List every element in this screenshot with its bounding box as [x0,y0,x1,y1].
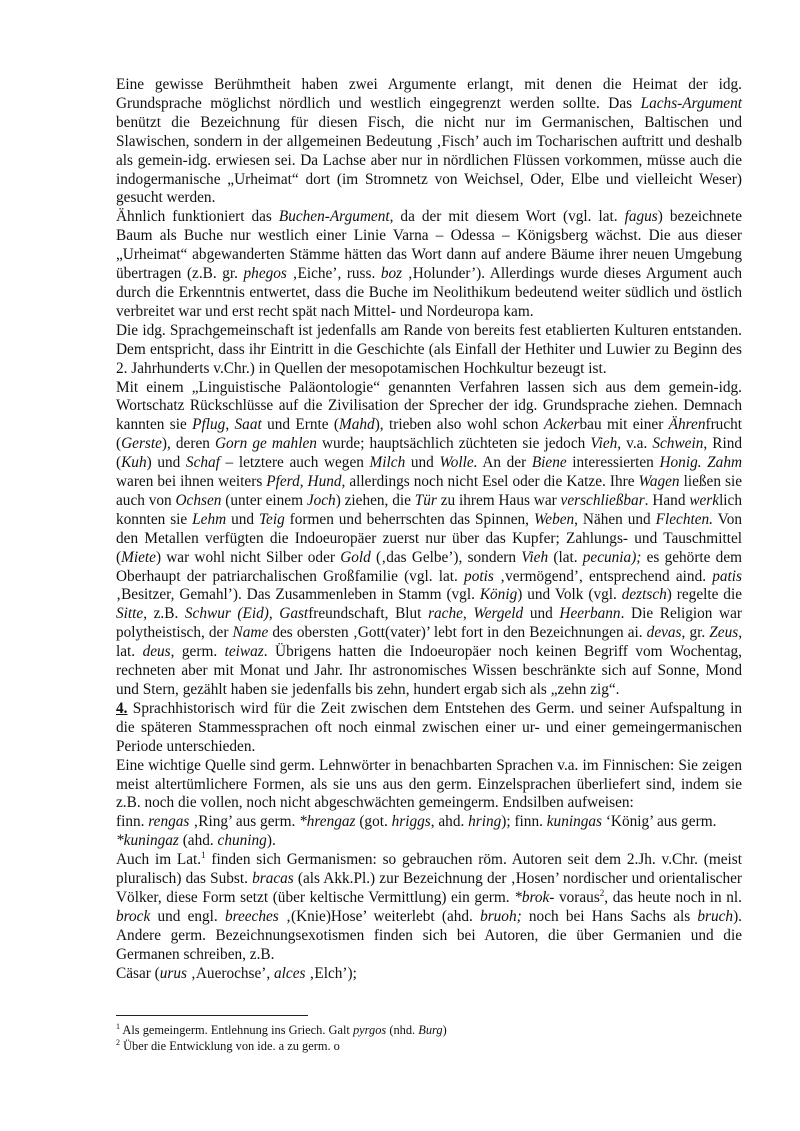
italic-term: kuningas [546,813,602,831]
text-run: ließen sie auch von [116,473,742,509]
footnote-separator [116,1015,308,1016]
italic-term: teiwaz [224,643,264,661]
italic-term: *brok- [514,888,555,906]
text-run: Ähnlich funktioniert das [116,208,279,226]
text-run: waren bei ihnen weiters [116,473,267,491]
text-run: ‚vermögend’, entsprechend aind. [493,567,713,585]
italic-term: pyrgos [352,1023,387,1037]
text-run: und engl. [150,907,225,925]
italic-term: phegos [243,265,287,283]
footnote-marker: 1 [116,1021,120,1031]
text-run: ) und [146,454,186,472]
italic-term: Kuh [121,454,147,472]
italic-term: hring [468,813,502,831]
text-run: ‘König’ aus germ. [602,813,717,831]
italic-term: *kuningaz [116,832,179,850]
italic-term: breeches [224,907,279,925]
italic-term: Vieh, [590,435,622,453]
italic-term: Lachs-Argument [640,94,742,112]
text-run: ) ziehen, die [335,491,415,509]
italic-term: brock [116,907,151,925]
text-run: ). Andere germ. Bezeichnungsexotismen finden sich bei Autoren, die über Germanien und die Germanen schreiben, z.B. [116,907,742,963]
italic-term: bruch [697,907,734,925]
italic-term: Schwur (Eid), Gast [184,605,309,623]
text-run: finn. [116,813,149,831]
italic-term: deus [142,643,171,661]
paragraph-p6 [116,757,742,814]
text-run: ) regelte die [666,586,742,604]
text-run: , germ. [170,643,225,661]
italic-term: deztsch [621,586,667,604]
italic-term: Name [232,624,269,642]
paragraph-p4 [116,379,742,700]
text-run: , das heute noch in nl. [604,888,742,906]
italic-term: chuning [217,832,267,850]
italic-term: Weben [533,510,575,528]
italic-term: Milch [369,454,406,472]
italic-term: Gorn ge mahlen [214,435,317,453]
text-run: ), trieben also wohl schon [374,416,544,434]
text-run: (unter einem [221,491,307,509]
text-run: des obersten ‚Gott(vater)’ lebt fort in den Bezeichnungen ai. [268,624,647,642]
text-run: ) war wohl nicht Silber oder [155,548,341,566]
footnote-marker: 2 [599,887,605,898]
text-run: noch bei Hans Sachs als [521,907,698,925]
italic-term: devas [646,624,682,642]
footnote-marker: 1 [201,850,206,861]
italic-term: Pferd, Hund, [266,473,346,491]
italic-term: verschließbar [560,491,645,509]
text-run: ). [266,832,276,850]
text-run: , [225,416,235,434]
text-run: voraus [554,888,600,906]
italic-term: *hrengaz [299,813,356,831]
footnote-fn1 [116,1022,742,1038]
text-run: und [523,605,560,623]
text-run: , [462,605,474,623]
text-run: ‚(Knie)Hose’ weiterlebt (ahd. [278,907,481,925]
footnotes-section [116,1015,742,1054]
text-run: Auch im Lat. [116,851,202,869]
text-run: ‚Ring’ aus germ. [189,813,300,831]
italic-term: Ochsen [175,491,222,509]
text-run: und [405,454,440,472]
text-run: , z.B. [143,605,185,623]
paragraph-p1 [116,76,742,208]
footnote-marker: 2 [116,1038,120,1048]
text-run: interessierten [566,454,660,472]
text-run: frucht ( [116,416,743,453]
italic-term: fagus [624,208,658,226]
italic-term: Flechten. [655,510,713,528]
text-run: Sprachhistorisch wird für die Zeit zwischen dem Entstehen des Germ. und seiner Aufspaltung in die späteren Stammessprachen oft noch einmal zwischen einer ur- und einer gemeingermanischen Periode unterschieden. [116,699,742,755]
text-run: ‚Auerochse’, [186,964,275,982]
italic-term: Wolle. [439,454,478,472]
text-run: (ahd. [178,832,218,850]
text-run: ), deren [161,435,215,453]
text-run: Von den Metallen verfügten die Indoeuropäer zuerst nur über das Kupfer; Zahlungs- und Tauschmittel ( [116,510,743,566]
italic-term: pecunia); [582,548,642,566]
italic-term: Sitte [116,605,144,623]
italic-term: Gerste [121,435,162,453]
text-run: , da der mit diesem Wort (vgl. lat. [389,208,625,226]
text-run: Eine wichtige Quelle sind germ. Lehnwörter in benachbarten Sprachen v.a. im Finnischen: Sie zeigen meist altertümlichere Formen, als sie uns aus den germ. Einzelsprachen überliefert sind, indem sie z.B. noch die vollen, noch nicht abgeschwächten gemeingerm. Endsilben aufweisen: [116,756,742,812]
text-run: , Rind ( [116,435,742,472]
italic-term: werk [689,491,720,509]
text-run: Cäsar ( [116,964,160,982]
text-run: (nhd. [386,1023,419,1037]
text-run: ); finn. [501,813,547,831]
italic-term: Burg [418,1023,443,1037]
italic-term: potis [464,567,494,585]
italic-term: Heerbann [559,605,621,623]
italic-term: urus [159,964,187,982]
text-run: lich konnten sie [116,491,743,528]
italic-term: Acker [543,416,580,434]
paragraph-p2 [116,208,742,321]
italic-term: boz [380,265,403,283]
italic-term: Mahd [338,416,375,434]
text-run: v.a. [621,435,653,453]
text-run: , gr. [681,624,710,642]
italic-term: Miete [121,548,156,566]
italic-term: Vieh [521,548,549,566]
text-run: finden sich Germanismen: so gebrauchen röm. Autoren seit dem 2.Jh. v.Chr. (meist pluralisch) das Subst. [116,851,743,888]
text-run: und Ernte ( [261,416,339,434]
text-run: allerdings noch nicht Esel oder die Katze. Ihre [345,473,639,491]
text-run: Eine gewisse Berühmtheit haben zwei Argumente erlangt, mit denen die Heimat der idg. Grundsprache möglichst nördlich und westlich eingegrenzt werden sollte. Das [116,76,742,112]
italic-term: bruoh; [480,907,522,925]
italic-term: rache [428,605,463,623]
italic-term: Zeus [709,624,739,642]
text-run: benützt die Bezeichnung für diesen Fisch, die nicht nur im Germanischen, Baltischen und Slawischen, sondern in der allgemeinen Bedeutung ‚Fisch’ auch im Tocharischen auftritt und deshalb als gemein-idg. erwiesen sei. Da Lachse aber nur in nördlichen Flüssen vorkommen, müsse auch die indogermanische „Urheimat“ dort (im Stromnetz von Weichsel, Oder, Elbe und vielleicht Weser) gesucht werden. [116,113,742,207]
italic-term: Biene [531,454,567,472]
text-run: formen und beherrschten das Spinnen, [284,510,534,528]
section-number: 4. [116,699,128,717]
text-run: , lat. [116,624,743,661]
italic-term: Saat [234,416,262,434]
text-run: . Die Religion war polytheistisch, der [116,605,742,642]
paragraph-p7 [116,813,742,851]
italic-term: patis [712,567,742,585]
paragraph-p8 [116,851,742,964]
text-run: , Nähen und [574,510,656,528]
text-run: ‚Holunder’). Allerdings wurde dieses Argument auch durch die Erkenntnis entwertet, dass die Buche im Neolithikum bedeutend weiter südlich und östlich verbreitet war und erst recht spät nach Mittel- und Nordeuropa kam. [116,265,742,320]
text-run: Über die Entwicklung von ide. a zu germ. o [120,1039,340,1054]
text-run: freundschaft, Blut [308,605,429,623]
italic-term: Ähren [668,416,706,434]
italic-term: Gold [340,548,371,566]
text-run: bau mit einer [579,416,669,434]
italic-term: Wergeld [473,605,524,623]
italic-term: Tür [414,491,437,509]
italic-term: König [479,586,518,604]
text-run: wurde; hauptsächlich züchteten sie jedoch [316,435,591,453]
text-run: ‚Elch’); [305,964,357,982]
italic-term: Teig [258,510,285,528]
text-run: Mit einem „Linguistische Paläontologie“ genannten Verfahren lassen sich aus dem gemein-idg. Wortschatz Rückschlüsse auf die Zivilisation der Sprecher der idg. Grundsprache ziehen. Demnach kannten sie [116,378,742,434]
footnote-list [116,1022,742,1054]
italic-term: Buchen-Argument [278,208,390,226]
text-run: , ahd. [430,813,469,831]
text-run: ) und Volk (vgl. [517,586,622,604]
paragraph-p9 [116,965,742,984]
text-run: ) [442,1023,447,1037]
text-run: ‚Eiche’, russ. [286,265,381,283]
italic-term: bracas [252,870,294,888]
text-run: es gehörte dem Oberhaupt der patriarchalischen Großfamilie (vgl. lat. [116,548,743,585]
text-run: ‚Besitzer, Gemahl’). Das Zusammenleben in Stamm (vgl. [116,586,480,604]
paragraph-p5 [116,700,742,757]
text-run: Als gemeingerm. Entlehnung ins Griech. Galt [120,1023,353,1037]
text-run: – letztere auch wegen [219,454,370,472]
paragraph-p3 [116,322,742,379]
italic-term: Schaf [185,454,220,472]
text-run: (‚das Gelbe’), sondern [370,548,522,566]
italic-term: Wagen [638,473,680,491]
italic-term: hriggs [391,813,431,831]
text-run: ) bezeichnete Baum als Buche nur westlich einer Linie Varna – Odessa – Königsberg wächst. Die aus dieser „Urheimat“ abgewanderten Stämme hätten das Wort dann auf andere Bäume ihrer neuen Umgebung übertragen (z.B. gr. [116,208,743,283]
text-run: . Hand [644,491,690,509]
text-run: . Übrigens hatten die Indoeuropäer noch keinen Begriff vom Wochentag, rechneten aber mit Monat und Jahr. Ihr astronomisches Wissen beschränkte sich auf Sonne, Mond und Stern, gezählt haben sie jedenfalls bis zehn, hundert ergab sich als „zehn zig“. [116,643,742,698]
text-run: und [226,510,259,528]
text-run: zu ihrem Haus war [436,491,561,509]
text-run: (got. [355,813,392,831]
italic-term: Pflug [192,416,226,434]
italic-term: Joch [306,491,336,509]
footnote-fn2 [116,1038,742,1054]
document-body [116,76,742,984]
text-run: An der [477,454,532,472]
text-run: Die idg. Sprachgemeinschaft ist jedenfalls am Rande von bereits fest etablierten Kulturen entstanden. Dem entspricht, dass ihr Eintritt in die Geschichte (als Einfall der Hethiter und Luwier zu Beginn des 2. Jahrhunderts v.Chr.) in Quellen der mesopotamischen Hochkultur bezeugt ist. [116,321,742,377]
italic-term: Honig. Zahm [659,454,743,472]
italic-term: Schwein [652,435,704,453]
italic-term: Lehm [192,510,227,528]
italic-term: rengas [148,813,190,831]
text-run: (als Akk.Pl.) zur Bezeichnung der ‚Hosen’ nordischer und orientalischer Völker, diese Form setzt (über keltische Vermittlung) ein germ. [116,870,742,906]
text-run: (lat. [548,548,583,566]
italic-term: alces [274,964,306,982]
